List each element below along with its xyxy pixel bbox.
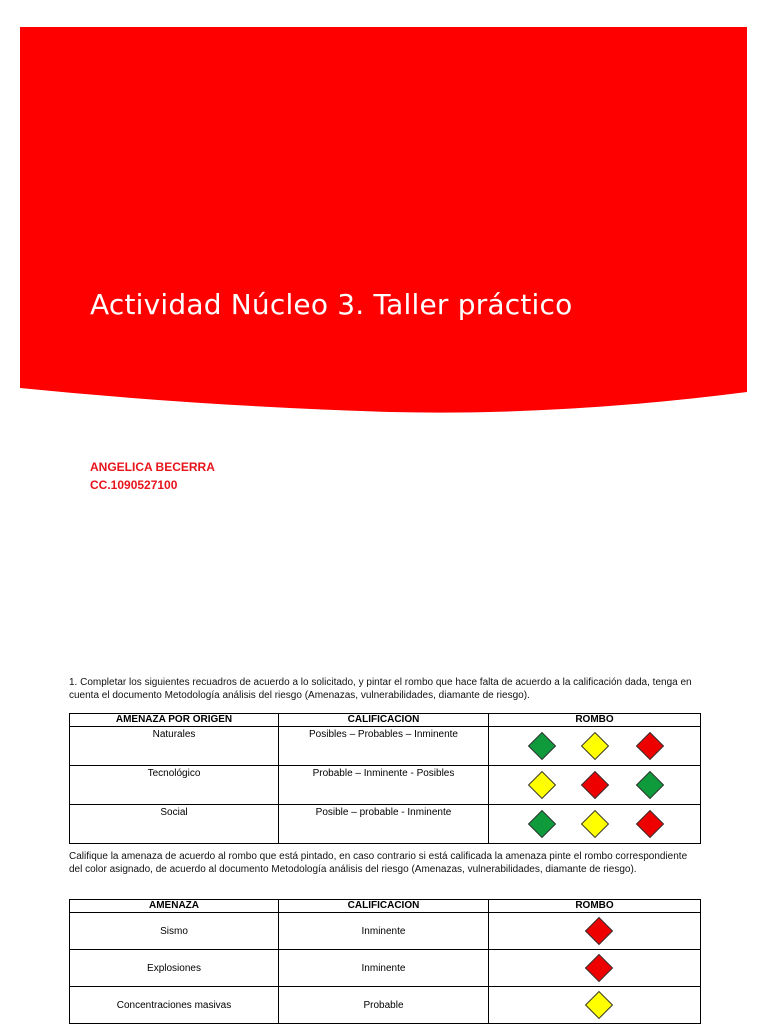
diamond-icon[interactable] (636, 732, 664, 760)
header-amenaza-origen: AMENAZA POR ORIGEN (70, 714, 279, 727)
calificacion-cell: Inminente (279, 913, 489, 950)
table-row (70, 913, 701, 950)
rombo-cell (489, 766, 701, 805)
rombo-cell (489, 727, 701, 766)
instruction-paragraph-1: 1. Completar los siguientes recuadros de acuerdo a lo solicitado, y pintar el rombo que hace falta de acuerdo a la calificación dada, tenga en cuenta el documento Metodología análisis del riesgo (Amenazas, vulnerabilidades, diamante de riesgo). (69, 677, 692, 701)
header-amenaza: AMENAZA (70, 900, 279, 913)
origen-cell: Social (70, 805, 279, 844)
table-row (70, 950, 701, 987)
calificacion-cell: Inminente (279, 950, 489, 987)
table-row (70, 805, 701, 844)
author-name: ANGELICA BECERRA (90, 460, 215, 474)
rombo-cell (489, 950, 701, 987)
diamond-icon[interactable] (528, 771, 556, 799)
diamond-icon[interactable] (528, 732, 556, 760)
header-rombo: ROMBO (489, 900, 701, 913)
table-header-row (70, 714, 701, 727)
header-calificacion: CALIFICACION (279, 900, 489, 913)
calificacion-cell: Probable (279, 987, 489, 1024)
diamond-icon[interactable] (636, 771, 664, 799)
author-id: CC.1090527100 (90, 478, 178, 492)
author-block (90, 458, 215, 494)
diamond-icon[interactable] (585, 954, 613, 982)
page-title: Actividad Núcleo 3. Taller práctico (90, 288, 573, 321)
diamond-icon[interactable] (636, 810, 664, 838)
rombo-cell (489, 913, 701, 950)
table-header-row (70, 900, 701, 913)
table-row (70, 727, 701, 766)
diamond-group (489, 950, 700, 986)
header-rombo: ROMBO (489, 714, 701, 727)
calificacion-cell: Probable – Inminente - Posibles (279, 766, 489, 805)
title-banner (0, 0, 768, 430)
banner-shape (0, 0, 768, 430)
diamond-group (489, 767, 700, 803)
diamond-group (489, 913, 700, 949)
diamond-icon[interactable] (585, 917, 613, 945)
diamond-icon[interactable] (581, 810, 609, 838)
origen-cell: Tecnológico (70, 766, 279, 805)
diamond-group (489, 728, 700, 764)
diamond-icon[interactable] (581, 732, 609, 760)
diamond-icon[interactable] (581, 771, 609, 799)
rombo-cell (489, 987, 701, 1024)
table-row (70, 766, 701, 805)
threat-rating-table (69, 899, 701, 1024)
diamond-icon[interactable] (528, 810, 556, 838)
diamond-group (489, 806, 700, 842)
origen-cell: Naturales (70, 727, 279, 766)
calificacion-cell: Posibles – Probables – Inminente (279, 727, 489, 766)
instruction-paragraph-2: Califique la amenaza de acuerdo al rombo que está pintado, en caso contrario si está calificada la amenaza pinte el rombo correspondiente del color asignado, de acuerdo al documento Metodología análisis del riesgo (Amenazas, vulnerabilidades, diamante de riesgo). (69, 851, 688, 875)
diamond-icon[interactable] (585, 991, 613, 1019)
calificacion-cell: Posible – probable - Inminente (279, 805, 489, 844)
amenaza-cell: Concentraciones masivas (70, 987, 279, 1024)
threat-origin-table (69, 713, 701, 844)
table-row (70, 987, 701, 1024)
header-calificacion: CALIFICACION (279, 714, 489, 727)
amenaza-cell: Sismo (70, 913, 279, 950)
amenaza-cell: Explosiones (70, 950, 279, 987)
diamond-group (489, 987, 700, 1023)
rombo-cell (489, 805, 701, 844)
